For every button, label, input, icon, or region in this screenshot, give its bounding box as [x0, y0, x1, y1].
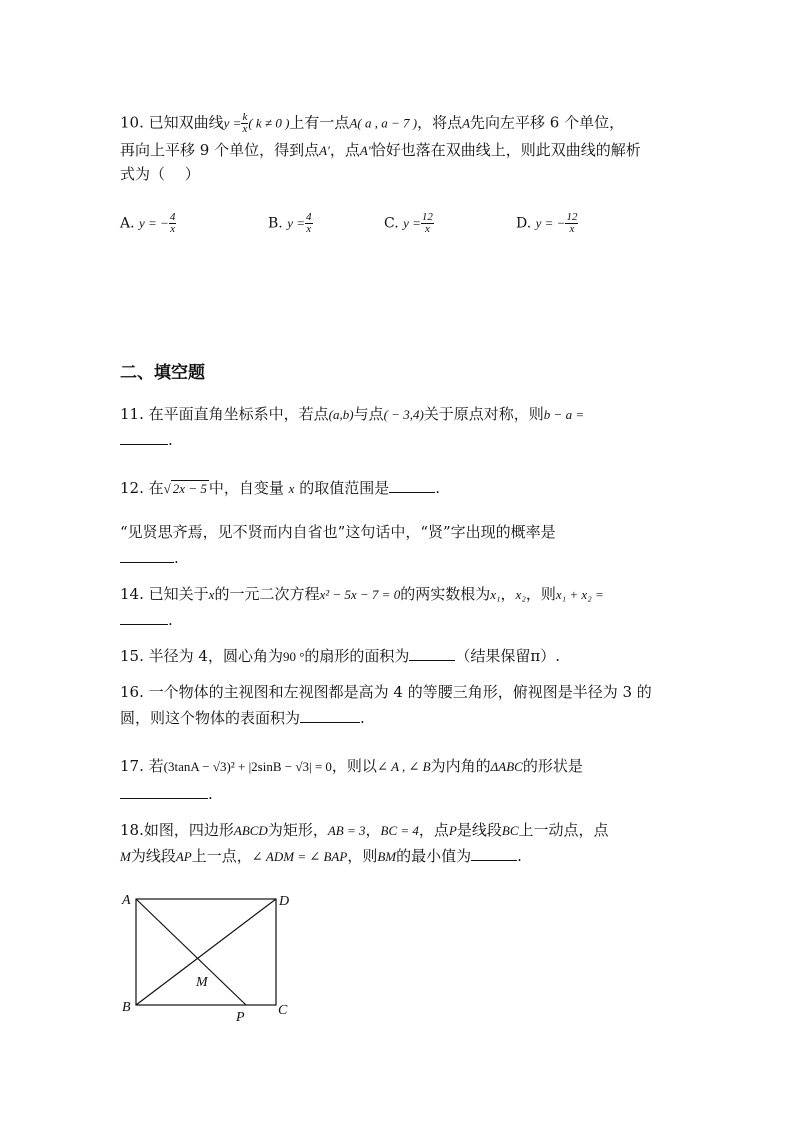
segment-ap	[136, 899, 246, 1005]
answer-blank[interactable]	[471, 846, 517, 861]
answer-blank[interactable]	[120, 430, 168, 445]
section-heading: 二、填空题	[120, 363, 205, 383]
q10-option-b: B. y = $\frac{4}{x}$	[268, 211, 312, 235]
q16-line1: 16. 一个物体的主视图和左视图都是高为 4 的等腰三角形，俯视图是半径为 3 的	[120, 683, 652, 701]
q17-line2: .	[120, 784, 213, 804]
q10-line3: 式为（ ）	[120, 165, 200, 183]
answer-blank[interactable]	[120, 784, 208, 799]
q11-line2: .	[120, 430, 173, 450]
q10-option-a: A. y = − $\frac{4}{x}$	[120, 211, 176, 235]
q18-line2: M为线段AP上一点，∠ ADM = ∠ BAP，则BM的最小值为 .	[120, 847, 522, 865]
q14-line2: .	[120, 610, 173, 630]
answer-blank[interactable]	[389, 478, 435, 493]
q11-line1: 11. 在平面直角坐标系中，若点(a,b)与点( − 3,4)关于原点对称，则b − a =	[120, 405, 585, 423]
q17-line1: 17. 若(3tanA − √3)² + |2sinB − √3| = 0，则以∠ A , ∠ B为内角的ΔABC的形状是	[120, 757, 583, 775]
q10-line1: 10. 已知双曲线y = $\frac{k}{x}$ ( k ≠ 0 )上有一点A( a , a − 7 )，将点A先向左平移 6 个单位，	[120, 111, 625, 135]
answer-blank[interactable]	[120, 548, 174, 563]
label-a: A	[122, 893, 131, 908]
q13-line1: “见贤思齐焉，见不贤而内自省也”这句话中，“贤”字出现的概率是	[120, 523, 556, 541]
q10-option-d: D. y = − $\frac{12}{x}$	[516, 211, 578, 235]
label-c: C	[278, 1003, 288, 1018]
q10-option-c: C. y = $\frac{12}{x}$	[384, 211, 433, 235]
q16-line2: 圆，则这个物体的表面积为 .	[120, 709, 365, 727]
label-m: M	[196, 975, 208, 990]
answer-blank[interactable]	[409, 646, 455, 661]
rectangle-figure	[110, 885, 310, 1025]
q15-line: 15. 半径为 4，圆心角为90 °的扇形的面积为 （结果保留π）.	[120, 647, 561, 665]
q13-line2: .	[120, 548, 179, 568]
answer-blank[interactable]	[300, 708, 360, 723]
answer-blank[interactable]	[120, 610, 168, 625]
q18-line1: 18.如图，四边形ABCD为矩形，AB = 3，BC = 4，点P是线段BC上一动点，点	[120, 821, 609, 839]
label-b: B	[122, 1000, 131, 1015]
q10-line2: 再向上平移 9 个单位，得到点A′，点A′恰好也落在双曲线上，则此双曲线的解析	[120, 141, 641, 159]
q12-line: 12. 在√ 2x − 5 中，自变量 x 的取值范围是 .	[120, 479, 440, 497]
q14-line1: 14. 已知关于x的一元二次方程x² − 5x − 7 = 0的两实数根为x₁，x₂，则x₁ + x₂ =	[120, 585, 604, 603]
label-p: P	[236, 1010, 245, 1025]
label-d: D	[279, 894, 290, 909]
